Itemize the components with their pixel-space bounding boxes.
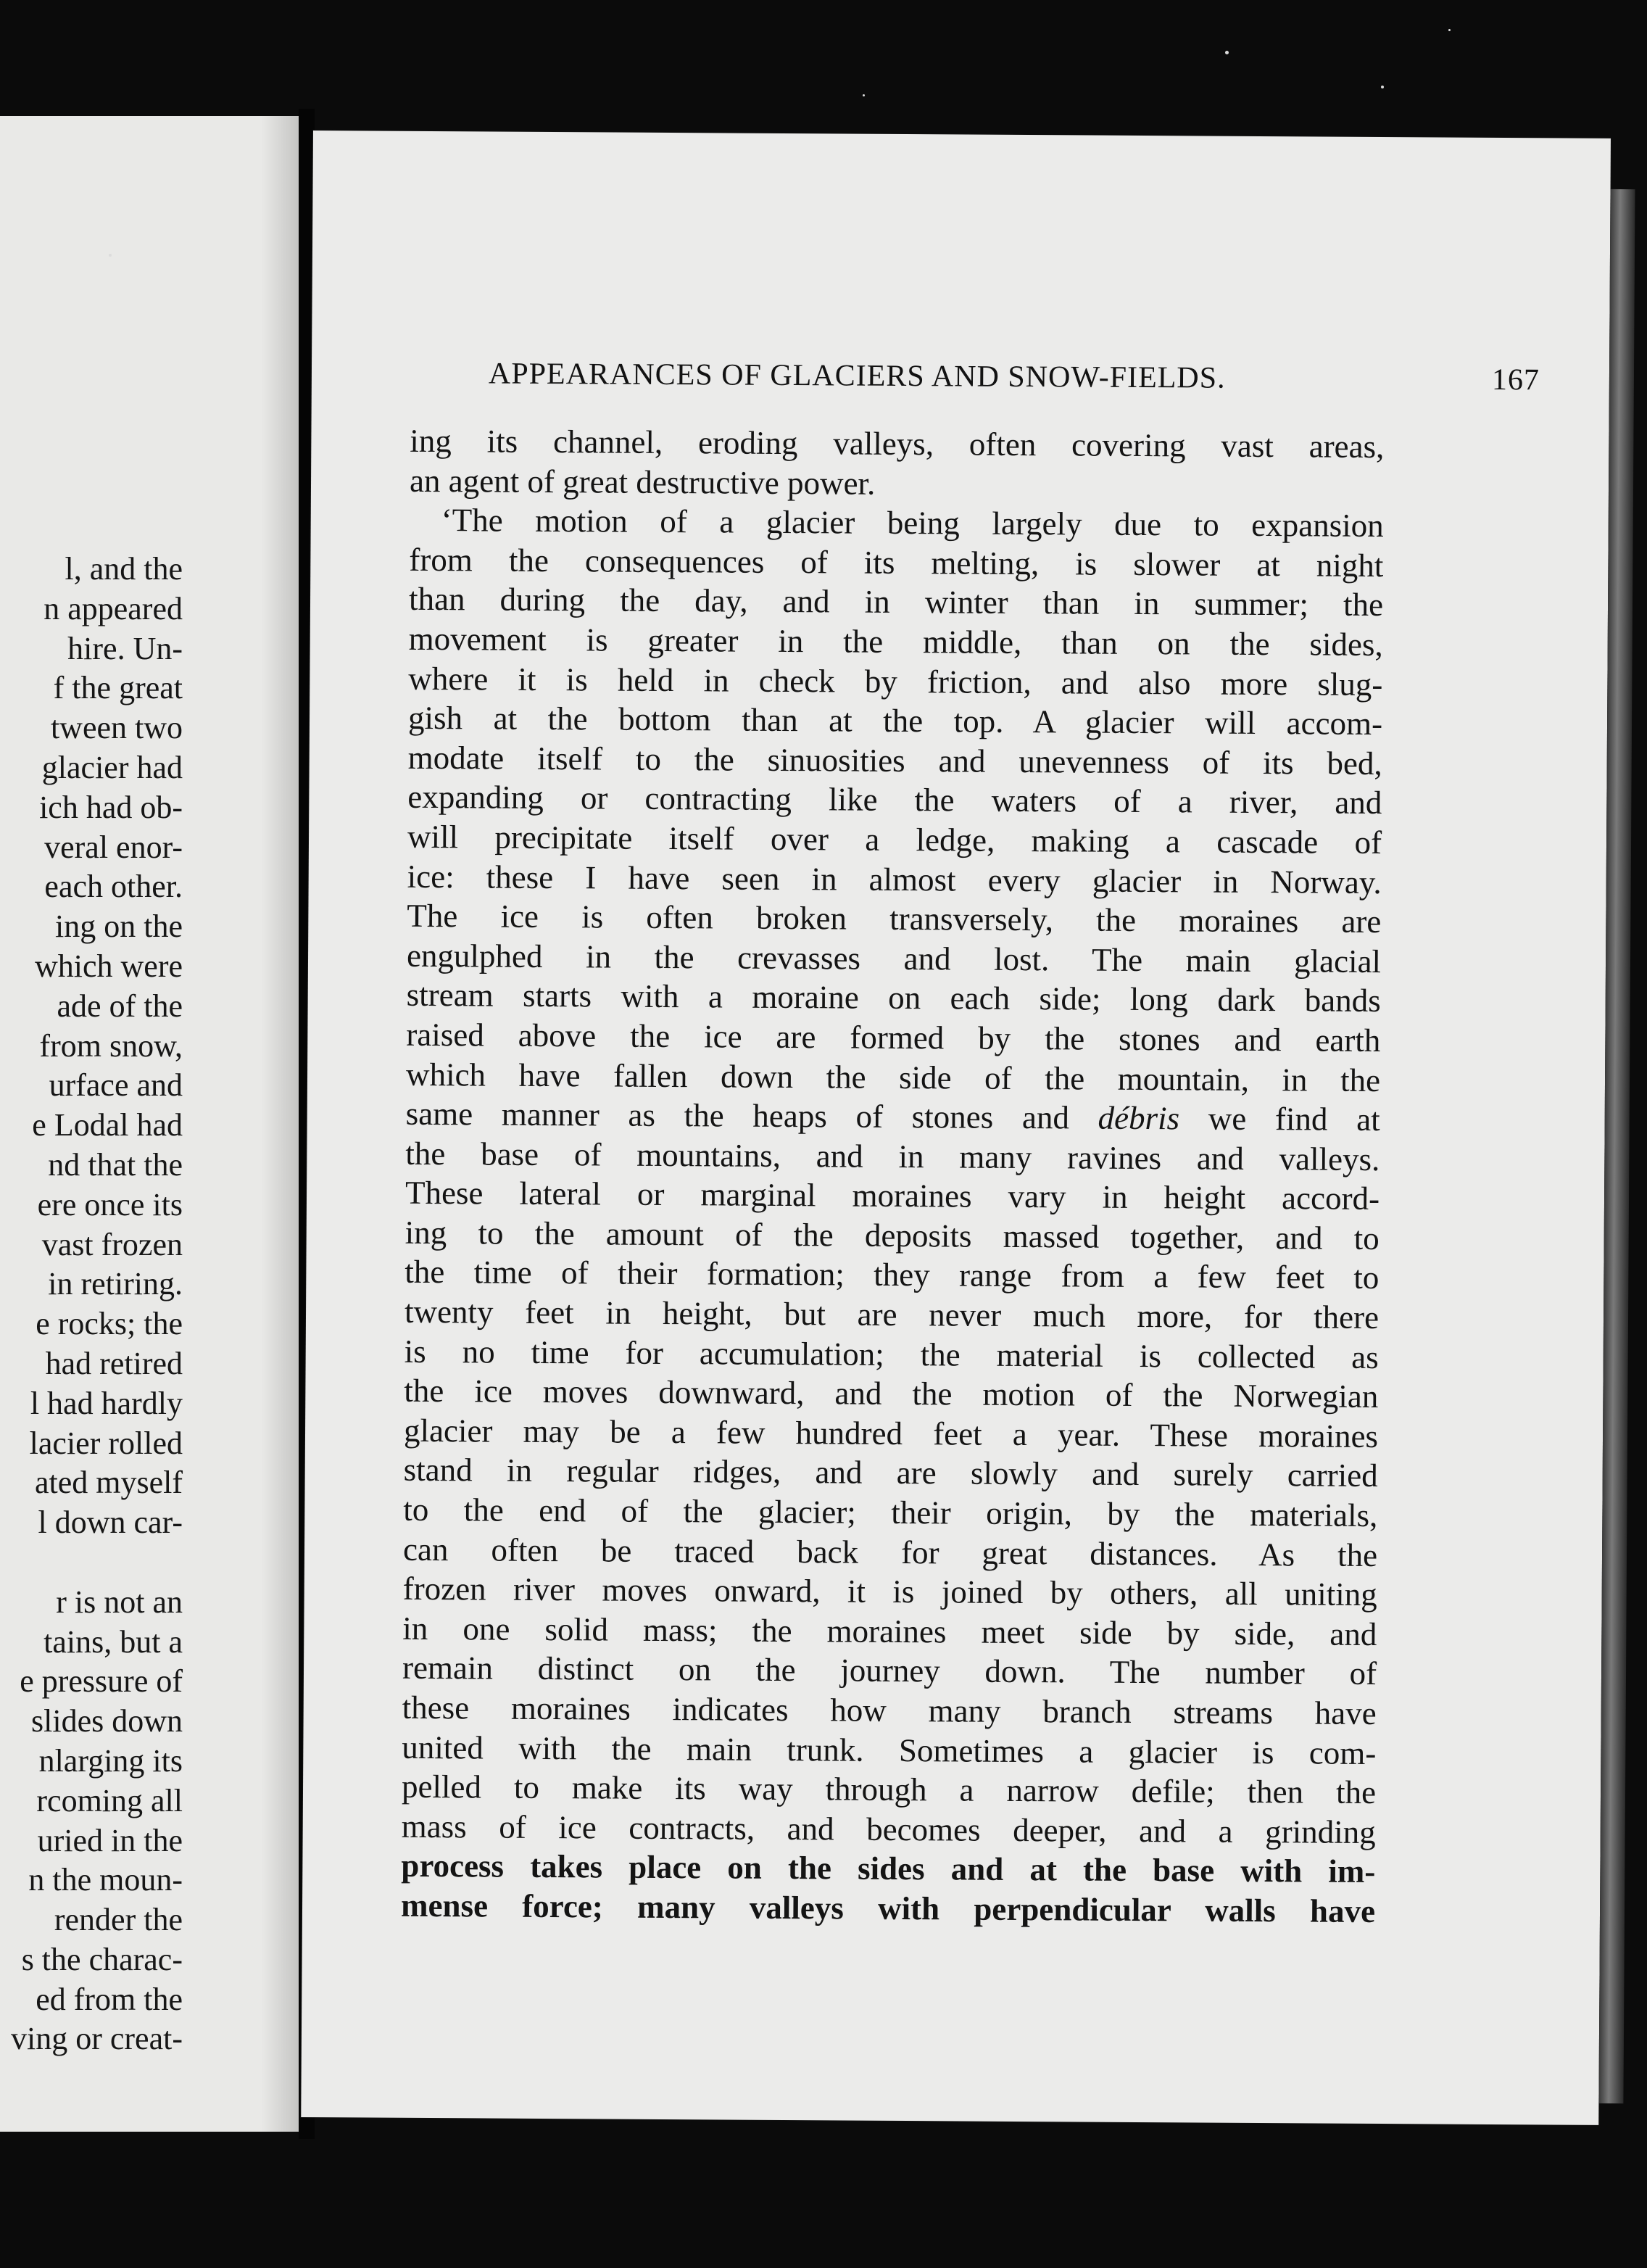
text-line: The ice is often broken transversely, the moraines are [407, 897, 1382, 940]
page-edge-stack [1598, 189, 1635, 2103]
left-line: from snow, [39, 1027, 183, 1064]
left-line: tween two [50, 710, 183, 746]
left-line: rcoming all [36, 1782, 183, 1818]
left-line: ated myself [34, 1465, 183, 1501]
left-line: ed from the [36, 1981, 183, 2017]
text-line: engulphed in the crevasses and lost. The main glacial [406, 937, 1382, 980]
text-line: mense force; many valleys with perpendicular walls have [400, 1887, 1376, 1929]
text-line: ‘The motion of a glacier being largely due to expansion [441, 502, 1384, 545]
text-line: pelled to make its way through a narrow defile; then the [401, 1768, 1377, 1811]
left-line: nd that the [48, 1146, 183, 1183]
left-line: e rocks; the [36, 1306, 183, 1342]
text-line: the time of their formation; they range from a few feet to [405, 1254, 1380, 1296]
text-line: same manner as the heaps of stones and débris we find at [405, 1095, 1380, 1138]
left-line: f the great [53, 670, 183, 706]
dust-speck [109, 254, 112, 257]
text-line: in one solid mass; the moraines meet side by side, and [402, 1610, 1377, 1652]
left-line: r is not an [56, 1584, 183, 1620]
text-line: twenty feet in height, but are never much more, for there [404, 1293, 1380, 1336]
left-line: ere once its [37, 1186, 183, 1222]
left-line: veral enor- [44, 829, 183, 865]
dust-speck [1381, 86, 1384, 88]
left-line: lacier rolled [29, 1425, 183, 1461]
text-line: these moraines indicates how many branch streams have [402, 1689, 1377, 1731]
text-line: than during the day, and in winter than in summer; the [408, 581, 1384, 624]
left-line: hire. Un- [67, 630, 183, 666]
text-line: glacier may be a few hundred feet a year. These moraines [403, 1412, 1379, 1454]
text-line: is no time for accumulation; the material is collected as [404, 1333, 1379, 1375]
page-number: 167 [1491, 363, 1540, 397]
left-line: in retiring. [48, 1266, 183, 1302]
text-line: the ice moves downward, and the motion of the Norwegian [404, 1373, 1379, 1415]
left-line: ade of the [57, 988, 183, 1024]
left-line: which were [34, 948, 183, 984]
dust-speck [863, 94, 865, 96]
gutter-shadow [261, 116, 304, 2132]
text-line: which have fallen down the side of the mountain, in the [405, 1056, 1381, 1098]
text-line: to the end of the glacier; their origin, by the materials, [403, 1491, 1378, 1534]
left-line: tains, but a [43, 1623, 183, 1660]
left-line: glacier had [41, 749, 183, 785]
left-line [0, 1543, 183, 1583]
left-line: l, and the [65, 551, 183, 587]
left-line: uried in the [37, 1822, 183, 1858]
left-line: ing on the [55, 909, 183, 945]
text-line: mass of ice contracts, and becomes deeper, and a grinding [401, 1808, 1376, 1850]
text-line: an agent of great destructive power. [409, 462, 876, 502]
text-line: can often be traced back for great distances. As the [402, 1531, 1378, 1573]
dust-speck [1448, 29, 1451, 31]
left-line: s the charac- [21, 1941, 183, 1977]
text-line: where it is held in check by friction, and also more slug- [408, 660, 1383, 703]
text-line: process takes place on the sides and at the base with im- [401, 1847, 1376, 1890]
body-text [401, 421, 1385, 1932]
previous-page [0, 116, 304, 2132]
left-line: slides down [31, 1703, 183, 1739]
text-line: remain distinct on the journey down. The number of [402, 1650, 1377, 1692]
text-line: modate itself to the sinuosities and unevenness of its bed, [407, 739, 1382, 782]
running-head-title: APPEARANCES OF GLACIERS AND SNOW-FIELDS. [488, 357, 1226, 395]
left-line: render the [54, 1902, 183, 1938]
left-line: vast frozen [41, 1226, 183, 1262]
left-line: had retired [45, 1345, 183, 1381]
text-line: expanding or contracting like the waters of a river, and [407, 779, 1382, 821]
left-line: ving or creat- [11, 2021, 183, 2057]
text-line: gish at the bottom than at the top. A glacier will accom- [407, 699, 1383, 742]
current-page [301, 131, 1611, 2125]
left-line: l down car- [38, 1505, 183, 1541]
text-line: will precipitate itself over a ledge, making a cascade of [407, 818, 1382, 861]
left-line: e pressure of [20, 1663, 183, 1700]
text-line: ice: these I have seen in almost every glacier in Norway. [407, 858, 1382, 901]
running-head [489, 356, 1540, 397]
text-line: stream starts with a moraine on each side; long dark bands [406, 977, 1381, 1019]
left-line: e Lodal had [32, 1107, 183, 1143]
dust-speck [1225, 51, 1229, 54]
text-line: the base of mountains, and in many ravines and valleys. [405, 1135, 1380, 1178]
left-line: n the moun- [28, 1862, 183, 1898]
text-line: movement is greater in the middle, than on the sides, [408, 620, 1383, 663]
left-line: nlarging its [38, 1742, 183, 1779]
left-line: ich had ob- [39, 789, 183, 825]
text-line: ing to the amount of the deposits massed together, and to [405, 1214, 1380, 1257]
left-line: urface and [49, 1067, 183, 1104]
left-line: each other. [44, 869, 183, 905]
text-line: from the consequences of its melting, is slower at night [409, 541, 1384, 584]
text-line: stand in regular ridges, and are slowly and surely carried [403, 1452, 1378, 1494]
text-line: ing its channel, eroding valleys, often covering vast areas, [410, 422, 1385, 465]
text-line: frozen river moves onward, it is joined by others, all uniting [402, 1570, 1377, 1613]
left-line: l had hardly [30, 1385, 183, 1421]
left-line: n appeared [43, 590, 183, 626]
text-line: united with the main trunk. Sometimes a glacier is com- [402, 1729, 1377, 1771]
text-line: raised above the ice are formed by the stones and earth [406, 1016, 1381, 1059]
previous-page-text-fragments [0, 550, 183, 2059]
italic-word: débris [1098, 1099, 1180, 1137]
text-line: These lateral or marginal moraines vary in height accord- [405, 1175, 1380, 1217]
